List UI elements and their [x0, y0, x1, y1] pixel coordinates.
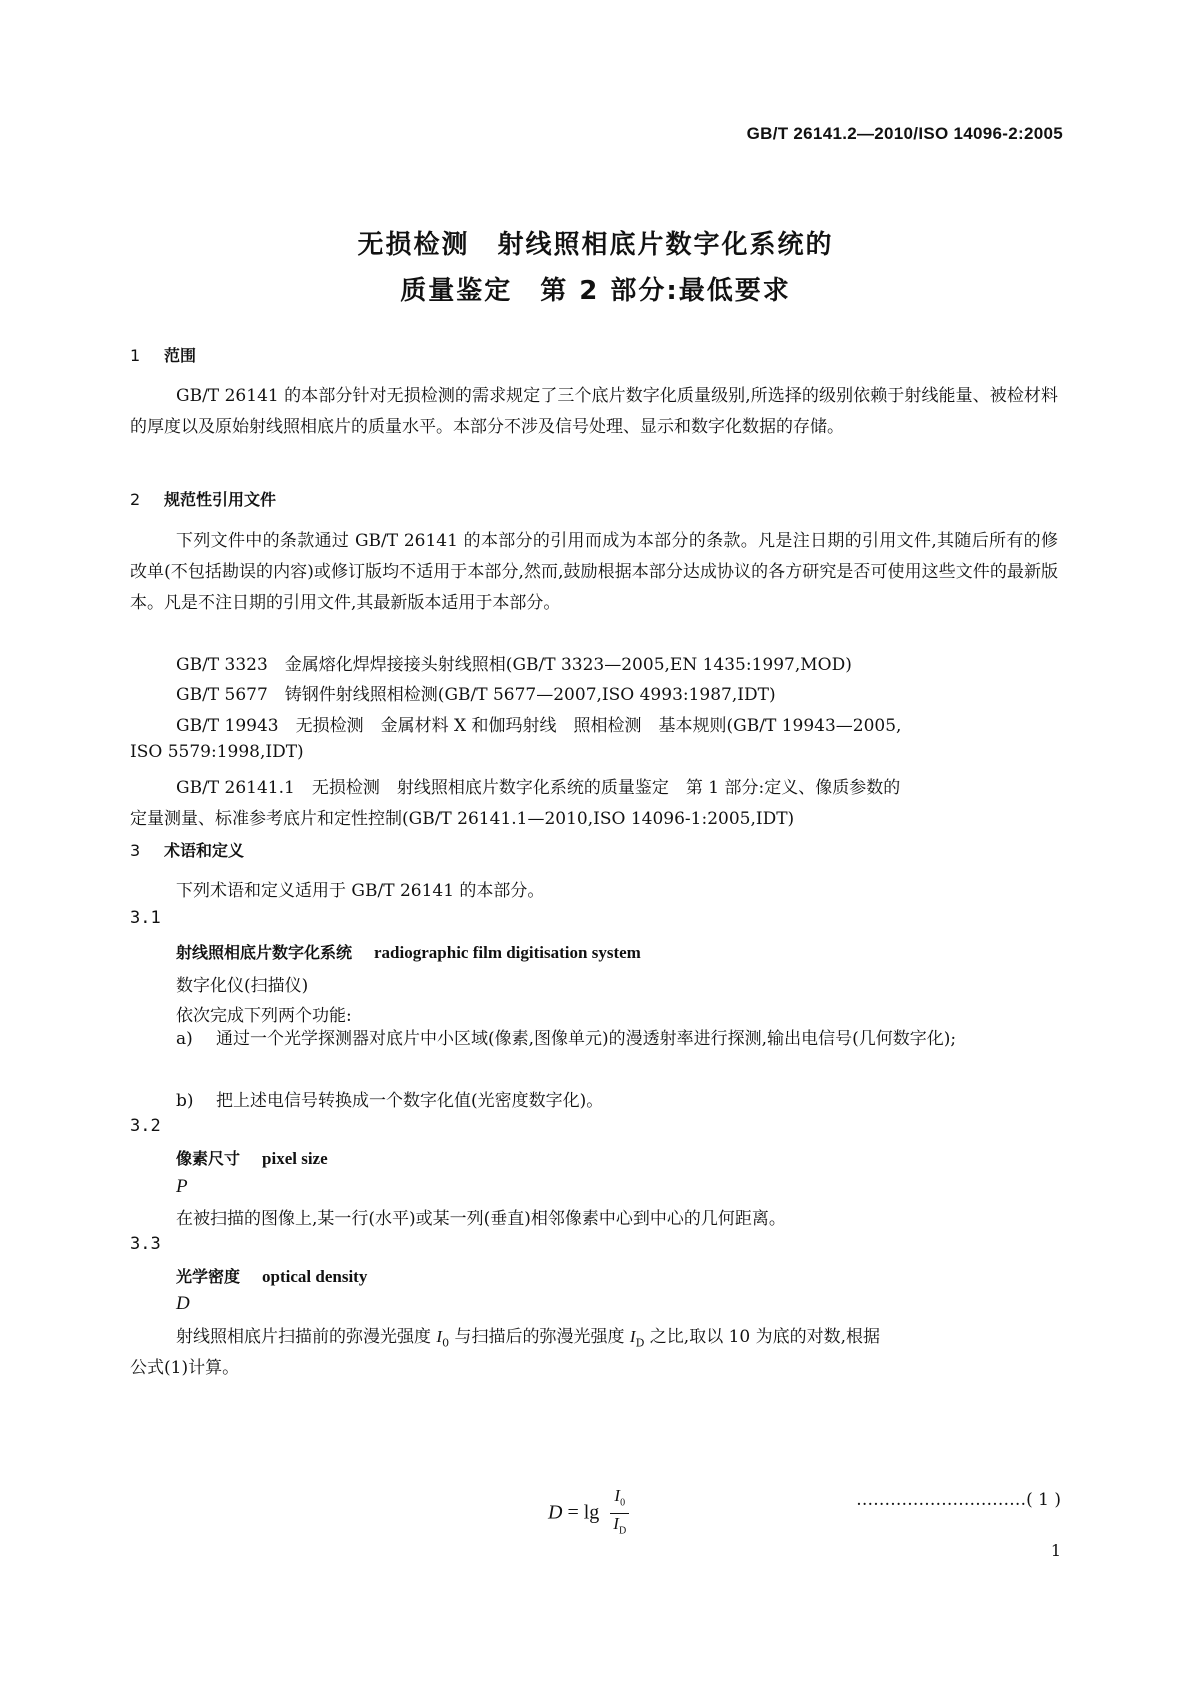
section-3-heading — [130, 838, 244, 861]
standard-header: GB/T 26141.2—2010/ISO 14096-2:2005 — [746, 124, 1063, 143]
def-text: 之比,取以 10 为底的对数,根据 — [644, 1327, 881, 1347]
section-1-heading — [130, 343, 196, 366]
section-title: 术语和定义 — [164, 841, 245, 860]
list-label: b) — [176, 1091, 194, 1111]
var-i0: I — [436, 1327, 443, 1346]
list-label: a) — [176, 1029, 193, 1049]
formula-1 — [548, 1486, 629, 1542]
term-en: optical density — [262, 1267, 368, 1286]
list-item — [176, 1086, 603, 1111]
equation-number: …………………………( 1 ) — [856, 1490, 1061, 1510]
list-text: 通过一个光学探测器对底片中小区域(像素,图像单元)的漫透射率进行探测,输出电信号(几何数字化); — [216, 1029, 957, 1049]
scope-paragraph: GB/T 26141 的本部分针对无损检测的需求规定了三个底片数字化质量级别,所选择的级别依赖于射线能量、被检材料的厚度以及原始射线照相底片的质量水平。本部分不涉及信号处理、显示和数字化数据的存储。 — [130, 386, 1058, 437]
denominator-var: I — [613, 1514, 619, 1534]
terms-intro: 下列术语和定义适用于 GB/T 26141 的本部分。 — [176, 881, 545, 901]
term-en: pixel size — [262, 1149, 328, 1168]
numerator-var: I — [614, 1486, 621, 1505]
def-text: 与扫描后的弥漫光强度 — [449, 1327, 630, 1347]
denominator-sub: D — [618, 1525, 627, 1537]
reference-item-cont: ISO 5579:1998,IDT) — [130, 742, 304, 762]
section-title: 范围 — [164, 346, 197, 365]
var-id-sub: D — [635, 1336, 645, 1350]
reference-item: GB/T 19943 无损检测 金属材料 X 和伽玛射线 照相检测 基本规则(GB/T 19943—2005, — [176, 716, 902, 736]
reference-item: GB/T 3323 金属熔化焊焊接接头射线照相(GB/T 3323—2005,EN 1435:1997,MOD) — [176, 655, 852, 675]
references-intro: 下列文件中的条款通过 GB/T 26141 的本部分的引用而成为本部分的条款。凡是注日期的引用文件,其随后所有的修改单(不包括勘误的内容)或修订版均不适用于本部分,然而,鼓励根据本部分达成协议的各方研究是否可使用这些文件的最新版本。凡是不注日期的引用文件,其最新版本适用于本部分。 — [130, 531, 1058, 613]
term-number: 3.1 — [130, 908, 161, 928]
section-title: 规范性引用文件 — [164, 490, 277, 509]
list-text: 把上述电信号转换成一个数字化值(光密度数字化)。 — [216, 1091, 604, 1111]
term-definition: 在被扫描的图像上,某一行(水平)或某一列(垂直)相邻像素中心到中心的几何距离。 — [176, 1209, 786, 1229]
term-definition: 依次完成下列两个功能: — [176, 1006, 352, 1026]
fraction-numerator — [610, 1486, 629, 1514]
term-en: radiographic film digitisation system — [374, 943, 641, 962]
var-i0-sub: 0 — [442, 1336, 450, 1350]
term-heading — [176, 940, 641, 963]
formula-operator: = lg — [567, 1501, 600, 1524]
reference-item-cont: 定量测量、标准参考底片和定性控制(GB/T 26141.1—2010,ISO 14096-1:2005,IDT) — [130, 809, 795, 829]
term-symbol: P — [176, 1176, 188, 1197]
term-zh: 光学密度 — [176, 1267, 241, 1286]
term-heading — [176, 1146, 328, 1169]
term-number: 3.2 — [130, 1116, 161, 1136]
page-number: 1 — [1050, 1541, 1061, 1560]
term-zh: 像素尺寸 — [176, 1149, 241, 1168]
title-line-2: 质量鉴定 第 2 部分:最低要求 — [400, 276, 791, 306]
term-symbol: D — [176, 1293, 190, 1314]
reference-item: GB/T 5677 铸钢件射线照相检测(GB/T 5677—2007,ISO 4993:1987,IDT) — [176, 685, 776, 705]
formula-fraction — [610, 1486, 629, 1542]
section-number: 2 — [130, 490, 141, 509]
section-2-heading — [130, 487, 276, 510]
section-number: 3 — [130, 841, 141, 860]
var-id: I — [629, 1327, 636, 1346]
title-line-1: 无损检测 射线照相底片数字化系统的 — [357, 230, 834, 260]
term-zh: 射线照相底片数字化系统 — [176, 943, 353, 962]
term-heading — [176, 1264, 367, 1287]
term-definition-cont: 公式(1)计算。 — [130, 1358, 240, 1378]
list-item — [176, 1024, 1058, 1055]
fraction-denominator — [610, 1514, 629, 1541]
term-definition — [176, 1322, 880, 1349]
section-number: 1 — [130, 346, 141, 365]
reference-item: GB/T 26141.1 无损检测 射线照相底片数字化系统的质量鉴定 第 1 部分:定义、像质参数的 — [176, 778, 901, 798]
term-number: 3.3 — [130, 1234, 161, 1254]
numerator-sub: 0 — [620, 1497, 626, 1509]
def-text: 射线照相底片扫描前的弥漫光强度 — [176, 1327, 437, 1347]
formula-lhs: D — [548, 1501, 563, 1524]
term-alternative: 数字化仪(扫描仪) — [176, 976, 309, 996]
